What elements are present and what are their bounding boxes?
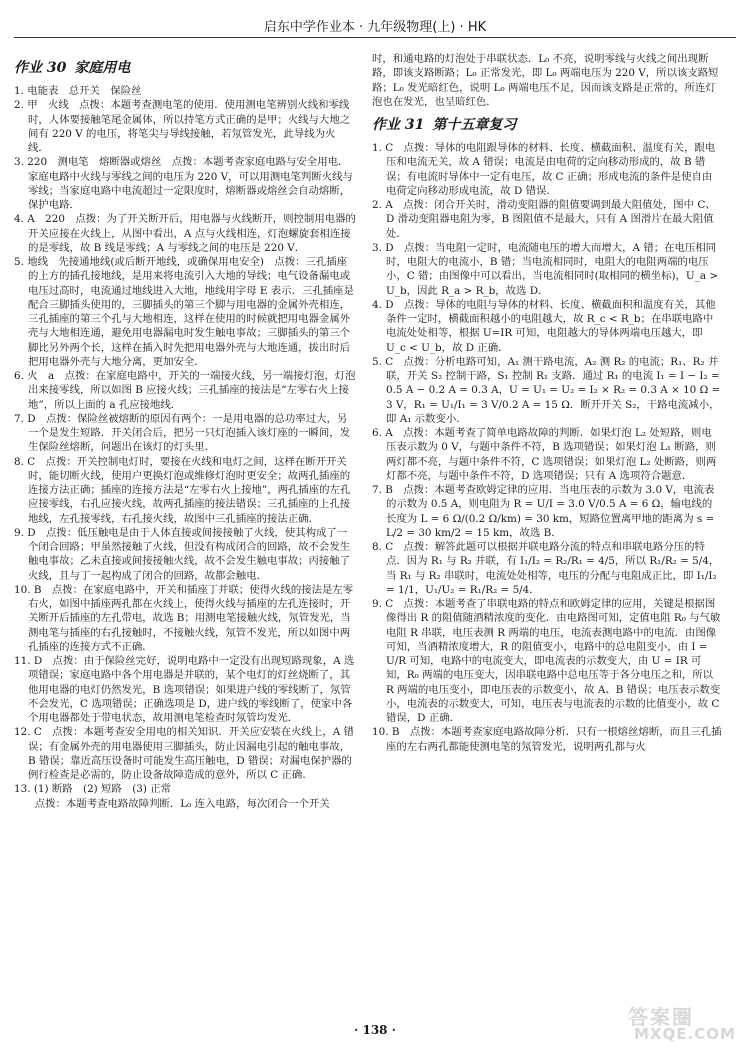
header-rule bbox=[14, 37, 736, 38]
answer-entry: 12. C 点拨：本题考查安全用电的相关知识．开关应安装在火线上，A 错误；有金属外壳的用电器使用三脚插头，防止因漏电引起的触电事故，B 错误；靠近高压设备时可能发生高压触电，D 错误；对漏电保护器的例行检查是必需的，防止设备故障造成的意外，所以 C 正确． bbox=[14, 726, 354, 781]
answer-entry: 4. D 点拨：导体的电阻与导体的材料、长度、横截面积和温度有关，其他条件一定时，横截面积越小的电阻越大，故 R_c < R_b；在串联电路中电流处处相等，根据 U=IR 可知，电阻越大的导体两端电压越大，即 U_c < U_b，故 D 正确． bbox=[372, 298, 716, 354]
answer-entry: 4. A 220 点拨：为了开关断开后，用电器与火线断开，则控制用电器的开关应接在火线上，从图中看出，A 点与火线相连，灯泡螺旋套相连接的是零线，故 B 线是零线；A 与零线之间的电压是 220 V． bbox=[14, 213, 356, 254]
section-name: 第十五章复习 bbox=[432, 117, 517, 133]
answer-entry: 9. D 点拨：低压触电是由于人体直接或间接接触了火线，使其构成了一个闭合回路；甲虽然接触了火线，但没有构成闭合的回路，故不会发生触电事故；乙未直接或间接接触火线，故不会发生触电事故；丙接触了火线，且与丁一起构成了闭合的回路，故都会触电． bbox=[14, 526, 351, 582]
answer-entry: 10. B 点拨：本题考查家庭电路故障分析．只有一根熔丝熔断，而且三孔插座的左右两孔都能使测电笔的氖管发光，说明两孔都与火 bbox=[372, 726, 722, 753]
page-number: · 138 · bbox=[354, 1023, 396, 1037]
answer-entry: 5. C 点拨：分析电路可知，A₁ 测干路电流，A₂ 测 R₂ 的电流；R₁、R₂ 并联，开关 S₂ 控制干路，S₁ 控制 R₁ 支路．通过 R₁ 的电流 I₁ = I − I₂ = 0.5 A − 0.2 A = 0.3 A，U = U₁ = U₂ = I₂ × R₂ = 0.3 A × 10 Ω = 3 V，R₁ = U₁/I₁ = 3 V/0.2 A = 15 Ω．断开开关 S₂，干路电流减小，即 A₁ 示数变小． bbox=[372, 355, 721, 425]
watermark-text: 答案圈 bbox=[628, 1005, 694, 1029]
answer-entry: 点拨：本题考查电路故障判断．L₀ 连入电路，每次闭合一个开关 bbox=[14, 797, 330, 810]
section-number: 作业 30 bbox=[14, 60, 67, 76]
answer-entry: 3. D 点拨：当电阻一定时，电流随电压的增大而增大，A 错；在电压相同时，电阻大的电流小，B 错；当电流相同时，电阻大的电阻两端的电压小，C 错；由图像中可以看出，当电流相同时(取相同的横坐标)，U_a > U_b，因此 R_a > R_b，故选 D． bbox=[372, 241, 719, 297]
section-name: 家庭用电 bbox=[74, 60, 131, 76]
watermark-logo bbox=[624, 1001, 744, 1049]
header-title: 启东中学作业本 · 九年级物理(上) · HK bbox=[263, 20, 487, 35]
answer-entry: 8. C 点拨：解答此题可以根据并联电路分流的特点和串联电路分压的特点．因为 R₁ 与 R₂ 并联，有 I₁/I₂ = R₂/R₁ = 4/5，所以 R₁/R₂ = 5/4，当 R₁ 与 R₂ 串联时，电流处处相等，电压的分配与电阻成正比，即 I₁/I₂ = 1/1，U₁/U₂ = R₁/R₂ = 5/4． bbox=[372, 541, 720, 596]
answer-entry: 3. 220 测电笔 熔断器或熔丝 点拨：本题考查家庭电路与安全用电．家庭电路中火线与零线之间的电压为 220 V，可以用测电笔判断火线与零线；当家庭电路中电流超过一定限度时，熔断器或熔丝会自动熔断，保护电路． bbox=[14, 156, 353, 211]
answer-entry: 2. 甲 火线 点拨：本题考查测电笔的使用．使用测电笔辨别火线和零线时，人体要接触笔尾金属体，所以持笔方式正确的是甲；火线与大地之间有 220 V 的电压，将笔尖与导线接触，若氖管发光，此导线为火线． bbox=[14, 99, 351, 154]
answer-entry: 9. C 点拨：本题考查了串联电路的特点和欧姆定律的应用，关键是根据图像得出 R 的阻值随酒精浓度的变化．由电路图可知，定值电阻 R₀ 与气敏电阻 R 串联，电压表测 R 两端的电压，电流表测电路中的电流．由图像可知，当酒精浓度增大，R 的阻值变小，电路中的总电阻变小，由 I = U/R 可知，电路中的电流变大，即电流表的示数变大，由 U = IR 可知，R₀ 两端的电压变大，因串联电路中总电压等于各分电压之和，所以 R 两端的电压变小，即电压表的示数变小，故 A、B 错误；电压表示数变小，电流表的示数变大，可知，电压表与电流表的示数的比值变小，故 C 错误，D 正确． bbox=[372, 598, 721, 724]
section-number: 作业 31 bbox=[372, 117, 425, 133]
answer-entry: 10. B 点拨：在家庭电路中，开关和插座丁并联；使得火线的接法是左零右火，如图中插座两孔都在火线上，使得火线与插座的左孔连接时，开关断开后插座的左孔带电，故选 B；用测电笔接触火线，氖管发光，当测电笔与插座的右孔接触时，不接触火线，氖管不发光，所以如图中两孔插座的连接方式不正确． bbox=[14, 583, 354, 653]
continued-entry: 时，和通电路的灯泡处于串联状态．L₀ 不亮，说明零线与火线之间出现断路，即该支路断路；L₀ 正常发光，即 L₀ 两端电压为 220 V，所以该支路短路；L₀ 发光暗红色，说明 L₀ 两端电压不足，因而该支路是正常的，所连灯泡也在发光，也呈暗红色． bbox=[372, 53, 719, 108]
right-column bbox=[372, 52, 722, 754]
answer-entry: 1. C 点拨：导体的电阻跟导体的材料、长度、横截面积、温度有关，跟电压和电流无关，故 A 错误；电流是由电荷的定向移动形成的，故 B 错误；有电流时导体中一定有电压，故 C 正确；形成电流的条件是使自由电荷定向移动形成电流，故 D 错误． bbox=[372, 142, 716, 197]
left-column bbox=[14, 52, 356, 811]
answer-entry: 6. 火 a 点拨：在家庭电路中，开关的一端接火线，另一端接灯泡，灯泡出来接零线，所以如图 B 应接火线；三孔插座的接法是“左零右火上接地”，所以上面的 a 孔应接地线． bbox=[14, 370, 356, 411]
answer-entry: 2. A 点拨：闭合开关时，滑动变阻器的阻值要调到最大阻值处，图中 C、D 滑动变阻器电阻为零，B 图阻值不是最大，只有 A 图滑片在最大阻值处． bbox=[372, 199, 716, 240]
answer-entry: 7. B 点拨：本题考查欧姆定律的应用．当电压表的示数为 3.0 V，电流表的示数为 0.5 A，则电阻为 R = U/I = 3.0 V/0.5 A = 6 Ω，输电线的长度为 L = 6 Ω/(0.2 Ω/km) = 30 km，短路位置离甲地的距离为 s = L/2 = 30 km/2 = 15 km，故选 B． bbox=[372, 484, 715, 539]
section-title-30 bbox=[14, 58, 356, 78]
answer-entry: 7. D 点拨：保险丝被熔断的原因有两个：一是用电器的总功率过大，另一个是发生短路．开关闭合后，把另一只灯泡插入该灯座的一瞬间，发生保险丝熔断，问题出在该灯的灯头里． bbox=[14, 412, 351, 454]
section-title-31 bbox=[372, 115, 722, 135]
answer-entry: 13. (1) 断路 (2) 短路 (3) 正常 bbox=[14, 783, 172, 796]
answer-entry: 11. D 点拨：由于保险丝完好，说明电路中一定没有出现短路现象，A 选项错误；家庭电路中各个用电器是并联的，某个电灯的灯丝烧断了，其他用电器的电灯仍然发光，B 选项错误；如果进户线的零线断了，氖管不会发光，C 选项错误；正确选项是 D，进户线的零线断了，使家中各个用电器都处于带电状态，故用测电笔检查时氖管均发光． bbox=[14, 655, 355, 724]
answer-entry: 8. C 点拨：开关控制电灯时，要接在火线和电灯之间，这样在断开开关时，能切断火线，使用户更换灯泡或维修灯泡时更安全；故两孔插座的连接方法正确；插座的连接方法是“左零右火上接地”，两孔插座的左孔应接零线，右孔应接火线，故两孔插座的接法错误；三孔插座的上孔接地线，左孔接零线，右孔接火线，故图中三孔插座的接法正确． bbox=[14, 455, 351, 525]
page-header bbox=[0, 0, 750, 40]
answer-entry: 1. 电能表 总开关 保险丝 bbox=[14, 85, 142, 97]
answer-entry: 5. 地线 先接通地线(或后断开地线，或确保用电安全) 点拨：三孔插座的上方的插孔接地线，是用来将电流引入大地的导线；电气设备漏电或电压过高时，电流通过地线进入大地，地线用字母 E 表示．三孔插座是配合三脚插头使用的，三脚插头的第三个脚与用电器的金属外壳相连，三孔插座的第三个孔与大地相连，这样在使用的时候就把用电器金属外壳与大地相连通，避免用电器漏电时发生触电事故；三脚插头的第三个脚比另外两个长，这样在插入时先把用电器外壳与大地连通，拔出时后把用电器外壳与大地分离，更加安全． bbox=[14, 256, 354, 368]
watermark-url: MXQE.COM bbox=[634, 1025, 736, 1043]
answer-entry: 6. A 点拨：本题考查了简单电路故障的判断．如果灯泡 L₂ 处短路，则电压表示数为 0 V，与题中条件不符，B 选项错误；如果灯泡 L₁ 断路，则两灯都不亮，与题中条件不符，C 选项错误；如果灯泡 L₂ 处断路，则两灯都不亮，与题中条件不符，D 选项错误；只有 A 选项符合题意． bbox=[372, 427, 717, 482]
